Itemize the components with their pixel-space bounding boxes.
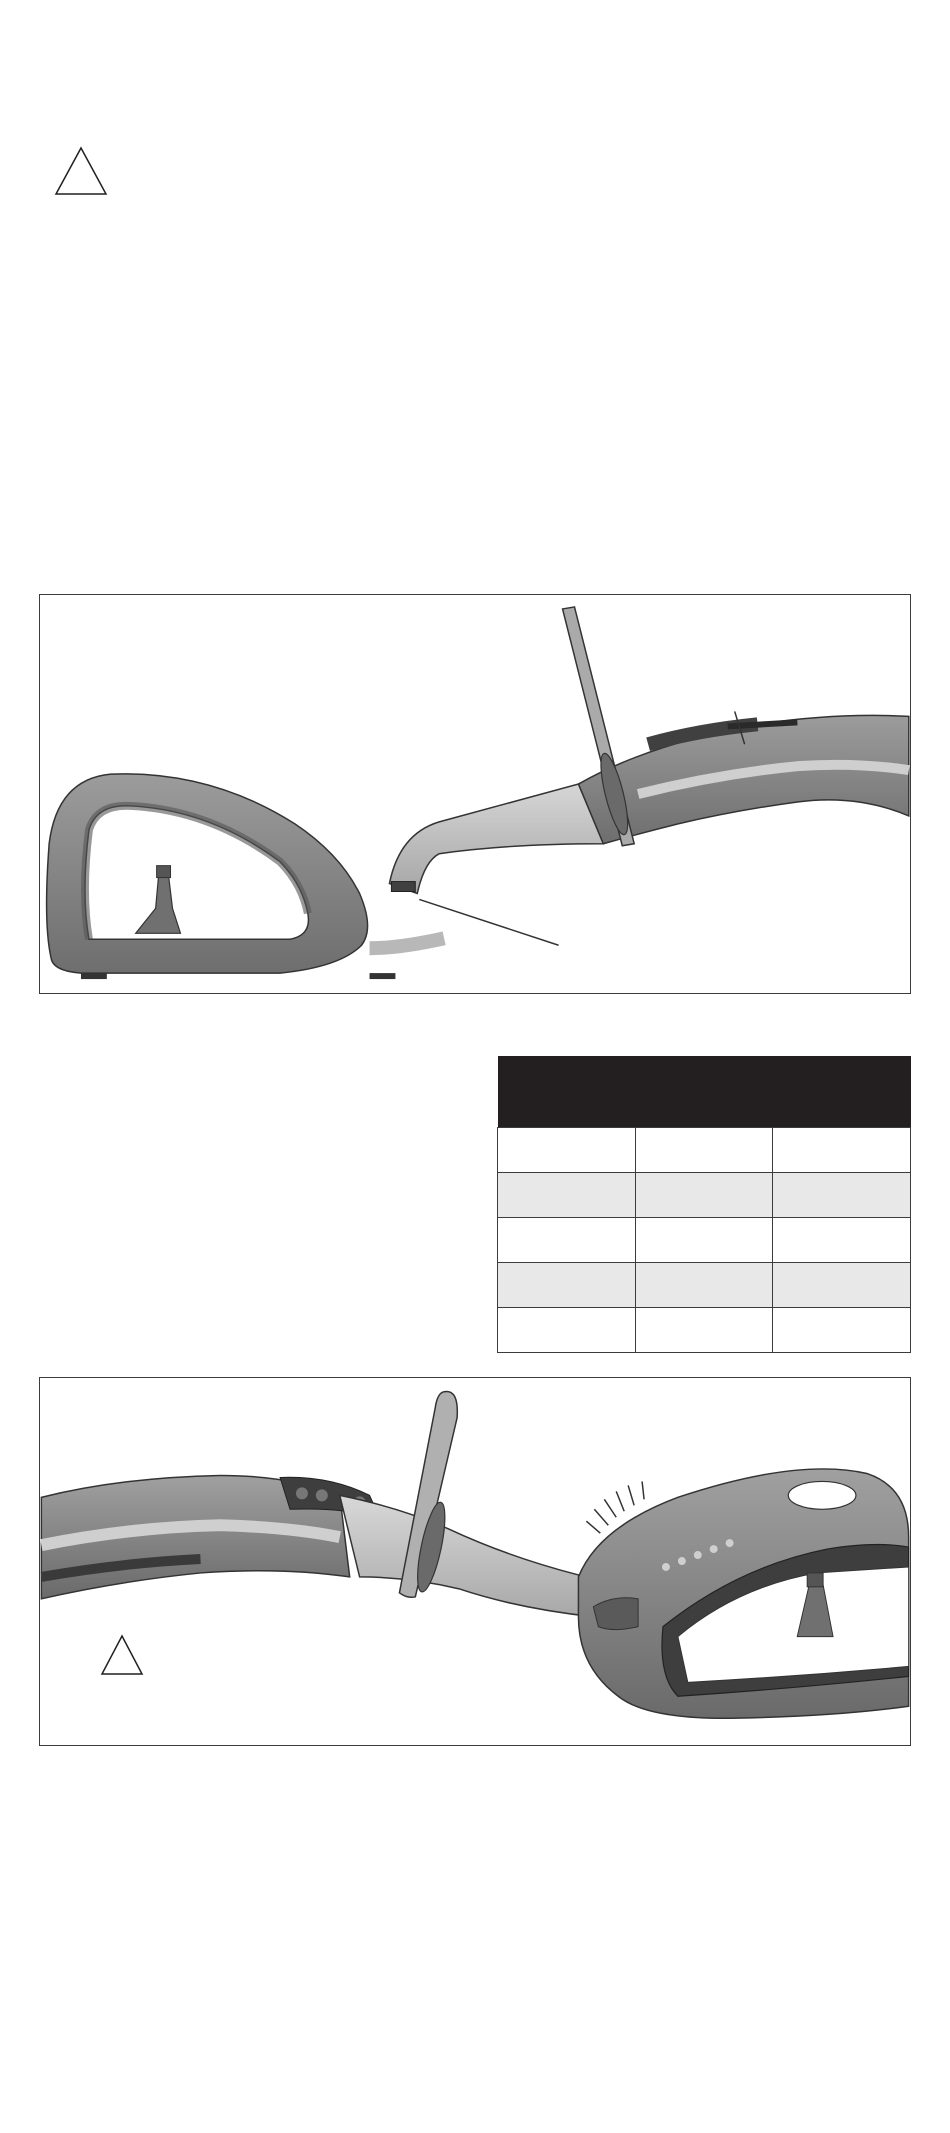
table-cell xyxy=(773,1128,911,1173)
table-cell xyxy=(635,1173,773,1218)
figure-curing-light-charging xyxy=(39,1377,911,1746)
table-row xyxy=(498,1173,911,1218)
charging-illustration xyxy=(40,1378,910,1745)
table-cell xyxy=(635,1263,773,1308)
table-cell xyxy=(635,1308,773,1353)
warning-triangle-icon xyxy=(54,146,108,196)
table-header-cell xyxy=(773,1056,911,1128)
charging-base xyxy=(578,1469,908,1718)
table-cell xyxy=(773,1218,911,1263)
table-cell xyxy=(635,1218,773,1263)
handpiece xyxy=(41,1475,593,1616)
table-cell xyxy=(498,1308,636,1353)
table-cell xyxy=(498,1173,636,1218)
figure-curing-light-on-base xyxy=(39,594,911,994)
warning-triangle-icon xyxy=(100,1634,144,1676)
table-row xyxy=(498,1308,911,1353)
handpiece xyxy=(389,711,908,893)
table-header-cell xyxy=(498,1056,636,1128)
table-cell xyxy=(773,1308,911,1353)
table-cell xyxy=(635,1128,773,1173)
table-cell xyxy=(773,1173,911,1218)
table-cell xyxy=(773,1263,911,1308)
table-row xyxy=(498,1263,911,1308)
table-row xyxy=(498,1128,911,1173)
table-cell xyxy=(498,1263,636,1308)
table-cell xyxy=(498,1128,636,1173)
table-row xyxy=(498,1218,911,1263)
table-header-cell xyxy=(635,1056,773,1128)
table-header-row xyxy=(498,1056,911,1128)
curing-light-illustration xyxy=(40,595,910,993)
charging-base xyxy=(47,774,445,979)
table-cell xyxy=(498,1218,636,1263)
spec-table xyxy=(497,1056,911,1353)
